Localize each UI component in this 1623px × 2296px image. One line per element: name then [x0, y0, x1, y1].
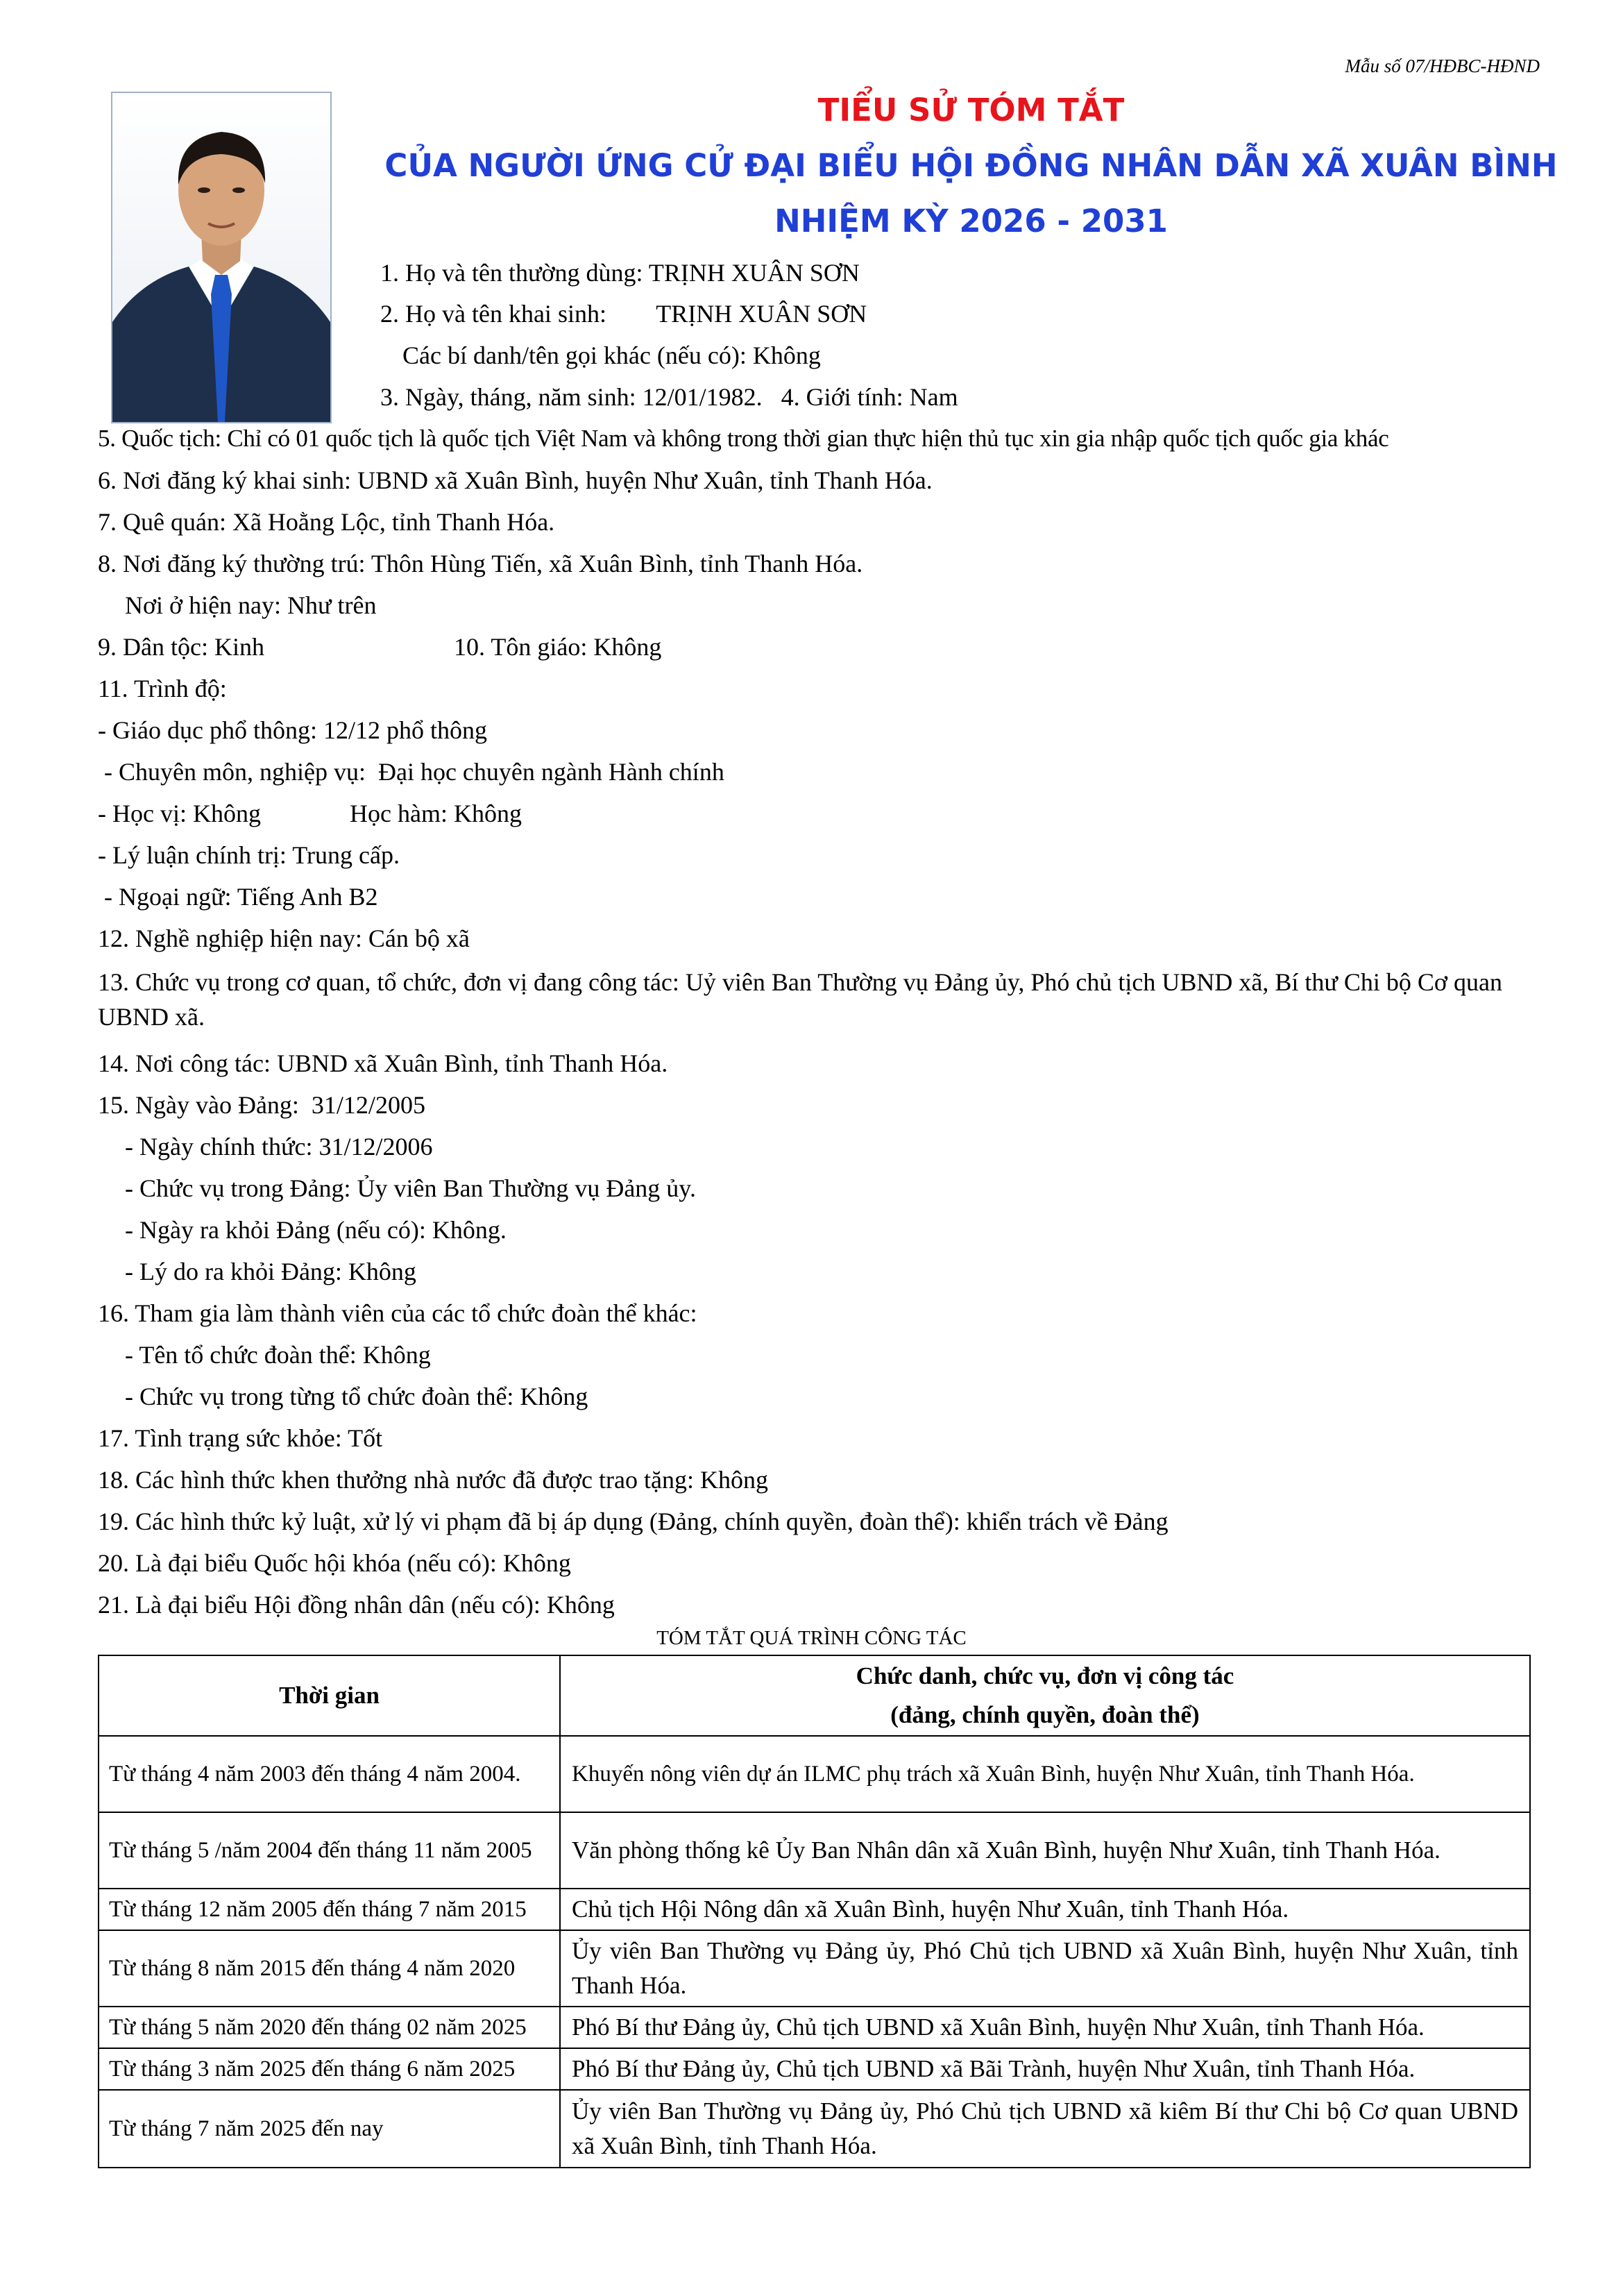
field-party-leave-date: - Ngày ra khỏi Đảng (nếu có): Không.	[125, 1216, 507, 1244]
field-discipline: 19. Các hình thức kỷ luật, xử lý vi phạm đã bị áp dụng (Đảng, chính quyền, đoàn thể): khiển trách về Đảng	[98, 1508, 1169, 1535]
term-title: NHIỆM KỲ 2026 - 2031	[774, 203, 1168, 239]
field-occupation: 12. Nghề nghiệp hiện nay: Cán bộ xã	[98, 925, 470, 952]
row-position: Phó Bí thư Đảng ủy, Chủ tịch UBND xã Xuân Bình, huyện Như Xuân, tỉnh Thanh Hóa.	[560, 2007, 1530, 2048]
field-general-education: - Giáo dục phổ thông: 12/12 phổ thông	[98, 716, 487, 744]
row-time: Từ tháng 5 /năm 2004 đến tháng 11 năm 2005	[99, 1812, 560, 1889]
field-common-name: 1. Họ và tên thường dùng: TRỊNH XUÂN SƠN	[380, 259, 860, 287]
row-position: Ủy viên Ban Thường vụ Đảng ủy, Phó Chủ tịch UBND xã kiêm Bí thư Chi bộ Cơ quan UBND xã Xuân Bình, tỉnh Thanh Hóa.	[560, 2090, 1530, 2168]
field-organizations-heading: 16. Tham gia làm thành viên của các tổ chức đoàn thể khác:	[98, 1299, 697, 1327]
row-position: Văn phòng thống kê Ủy Ban Nhân dân xã Xuân Bình, huyện Như Xuân, tỉnh Thanh Hóa.	[560, 1812, 1530, 1889]
field-people-council: 21. Là đại biểu Hội đồng nhân dân (nếu có): Không	[98, 1591, 615, 1619]
column-header-time: Thời gian	[99, 1655, 560, 1736]
field-degree: - Học vị: Không	[98, 800, 261, 827]
field-awards: 18. Các hình thức khen thưởng nhà nước đã được trao tặng: Không	[98, 1466, 768, 1494]
column-header-position	[560, 1655, 1530, 1736]
field-workplace: 14. Nơi công tác: UBND xã Xuân Bình, tỉnh Thanh Hóa.	[98, 1049, 668, 1077]
row-time: Từ tháng 5 năm 2020 đến tháng 02 năm 2025	[99, 2007, 560, 2048]
field-hometown: 7. Quê quán: Xã Hoằng Lộc, tỉnh Thanh Hóa.	[98, 508, 555, 536]
table-row	[99, 1736, 1530, 1812]
field-birth-name: 2. Họ và tên khai sinh: TRỊNH XUÂN SƠN	[380, 300, 867, 328]
row-position: Khuyến nông viên dự án ILMC phụ trách xã Xuân Bình, huyện Như Xuân, tỉnh Thanh Hóa.	[560, 1736, 1530, 1812]
field-foreign-language: - Ngoại ngữ: Tiếng Anh B2	[98, 883, 378, 911]
document-title: TIỂU SỬ TÓM TẮT	[817, 92, 1125, 128]
field-birth-registration: 6. Nơi đăng ký khai sinh: UBND xã Xuân Bình, huyện Như Xuân, tỉnh Thanh Hóa.	[98, 466, 933, 494]
field-aliases: Các bí danh/tên gọi khác (nếu có): Không	[402, 341, 821, 369]
table-row	[99, 2007, 1530, 2048]
portrait-photo-icon	[112, 93, 330, 422]
field-permanent-residence: 8. Nơi đăng ký thường trú: Thôn Hùng Tiến, xã Xuân Bình, tỉnh Thanh Hóa.	[98, 550, 863, 577]
row-position: Chủ tịch Hội Nông dân xã Xuân Bình, huyện Như Xuân, tỉnh Thanh Hóa.	[560, 1889, 1530, 1930]
row-time: Từ tháng 4 năm 2003 đến tháng 4 năm 2004.	[99, 1736, 560, 1812]
field-specialization: - Chuyên môn, nghiệp vụ: Đại học chuyên ngành Hành chính	[98, 758, 724, 786]
form-number: Mẫu số 07/HĐBC-HĐND	[1345, 56, 1540, 76]
table-header-row	[99, 1655, 1530, 1736]
column-header-position-line2: (đảng, chính quyền, đoàn thể)	[890, 1701, 1200, 1728]
work-summary-title: TÓM TẮT QUÁ TRÌNH CÔNG TÁC	[656, 1627, 967, 1649]
portrait-photo	[111, 92, 332, 423]
field-current-position: 13. Chức vụ trong cơ quan, tổ chức, đơn vị đang công tác: Uỷ viên Ban Thường vụ Đảng ủy, Phó chủ tịch UBND xã, Bí thư Chi bộ Cơ quan UBND xã.	[98, 968, 1502, 1031]
field-organization-position: - Chức vụ trong từng tổ chức đoàn thể: Không	[125, 1383, 588, 1410]
field-education-heading: 11. Trình độ:	[98, 675, 227, 702]
table-row	[99, 1812, 1530, 1889]
field-health: 17. Tình trạng sức khỏe: Tốt	[98, 1424, 383, 1452]
field-current-residence: Nơi ở hiện nay: Như trên	[125, 591, 377, 619]
field-party-join-date: 15. Ngày vào Đảng: 31/12/2005	[98, 1091, 425, 1119]
field-national-assembly: 20. Là đại biểu Quốc hội khóa (nếu có): Không	[98, 1549, 571, 1577]
table-row	[99, 1889, 1530, 1930]
field-political-theory: - Lý luận chính trị: Trung cấp.	[98, 841, 400, 869]
work-history-table	[98, 1655, 1531, 2168]
row-position: Phó Bí thư Đảng ủy, Chủ tịch UBND xã Bãi Trành, huyện Như Xuân, tỉnh Thanh Hóa.	[560, 2048, 1530, 2090]
field-religion: 10. Tôn giáo: Không	[454, 633, 662, 661]
document-subtitle: CỦA NGƯỜI ỨNG CỬ ĐẠI BIỂU HỘI ĐỒNG NHÂN DẪN XÃ XUÂN BÌNH	[384, 147, 1558, 184]
table-row	[99, 1930, 1530, 2007]
field-birthdate-gender: 3. Ngày, tháng, năm sinh: 12/01/1982. 4. Giới tính: Nam	[380, 383, 958, 411]
table-row	[99, 2090, 1530, 2168]
field-official-date: - Ngày chính thức: 31/12/2006	[125, 1133, 433, 1160]
field-party-position: - Chức vụ trong Đảng: Ủy viên Ban Thường vụ Đảng ủy.	[125, 1174, 696, 1202]
row-time: Từ tháng 7 năm 2025 đến nay	[99, 2090, 560, 2168]
field-ethnicity: 9. Dân tộc: Kinh	[98, 633, 264, 661]
row-time: Từ tháng 8 năm 2015 đến tháng 4 năm 2020	[99, 1930, 560, 2007]
table-row	[99, 2048, 1530, 2090]
field-organization-name: - Tên tổ chức đoàn thể: Không	[125, 1341, 431, 1369]
field-party-leave-reason: - Lý do ra khỏi Đảng: Không	[125, 1258, 416, 1285]
row-time: Từ tháng 3 năm 2025 đến tháng 6 năm 2025	[99, 2048, 560, 2090]
field-academic-title: Học hàm: Không	[350, 800, 522, 827]
row-time: Từ tháng 12 năm 2005 đến tháng 7 năm 2015	[99, 1889, 560, 1930]
field-nationality: 5. Quốc tịch: Chỉ có 01 quốc tịch là quốc tịch Việt Nam và không trong thời gian thực hiện thủ tục xin gia nhập quốc tịch quốc gia khác	[98, 425, 1389, 452]
row-position: Ủy viên Ban Thường vụ Đảng ủy, Phó Chủ tịch UBND xã Xuân Bình, huyện Như Xuân, tỉnh Thanh Hóa.	[560, 1930, 1530, 2007]
column-header-position-line1: Chức danh, chức vụ, đơn vị công tác	[856, 1662, 1234, 1689]
